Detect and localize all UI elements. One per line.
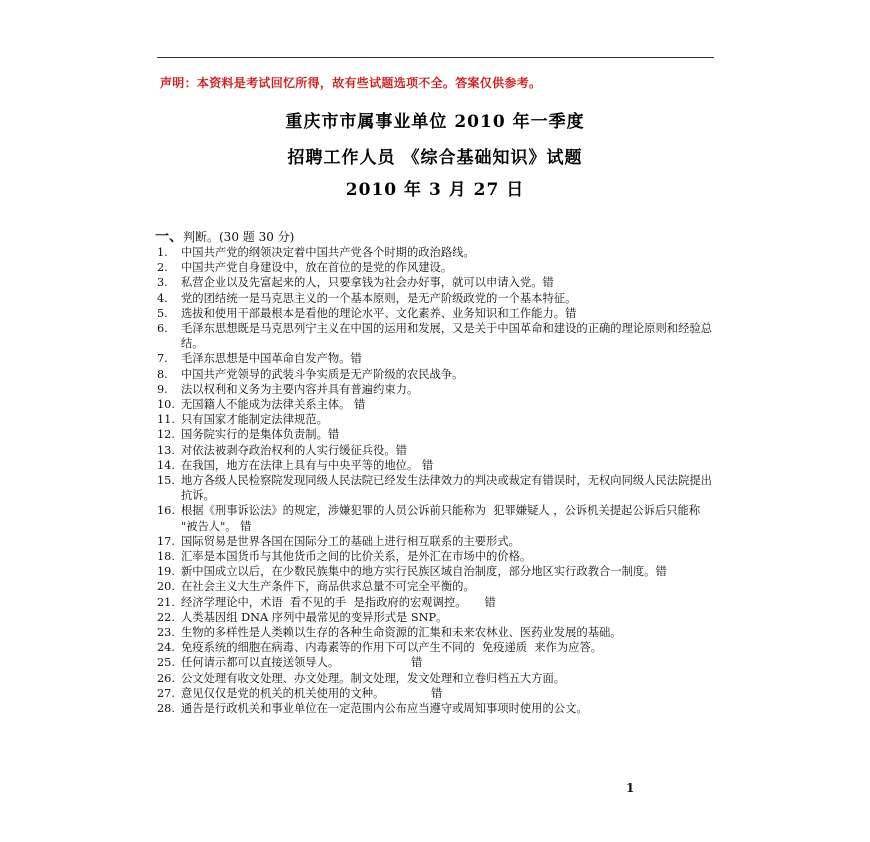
question-text: 免疫系统的细胞在病毒、内毒素等的作用下可以产生不同的 免疫递质 来作为应答。 — [181, 641, 603, 655]
question-text: 公文处理有收文处理、办文处理。制文处理，发文处理和立卷归档五大方面。 — [181, 671, 566, 685]
question-text: 地方各级人民检察院发现同级人民法院已经发生法律效力的判决或裁定有错误时，无权向同级人民法院提出抗诉。 — [181, 474, 712, 503]
question-number: 21. — [157, 595, 175, 609]
question-item — [157, 595, 717, 610]
question-number: 18. — [157, 550, 175, 564]
question-text: 毛泽东思想是中国革命自发产物。错 — [181, 352, 362, 366]
question-item — [157, 473, 717, 503]
question-text: 意见仅仅是党的机关的机关使用的文种。 错 — [181, 686, 443, 700]
question-item — [157, 640, 717, 655]
question-number: 24. — [157, 641, 175, 655]
question-item — [157, 564, 717, 579]
question-number: 5. — [157, 306, 168, 320]
question-text: 在我国，地方在法律上具有与中央平等的地位。 错 — [181, 458, 434, 472]
section-number: 一、 — [155, 229, 183, 245]
question-number: 16. — [157, 504, 175, 518]
question-item — [157, 534, 717, 549]
question-text: 在社会主义大生产条件下，商品供求总量不可完全平衡的。 — [181, 580, 475, 594]
question-text: 经济学理论中，术语 看不见的手 是指政府的宏观调控。 错 — [181, 595, 496, 609]
question-item — [157, 610, 717, 625]
disclaimer: 声明：本资料是考试回忆所得，故有些试题选项不全。答案仅供参考。 — [160, 76, 542, 90]
question-text: 任何请示都可以直接送领导人。 错 — [181, 656, 423, 670]
question-item — [157, 245, 717, 260]
question-number: 13. — [157, 443, 175, 457]
page-number: 1 — [626, 781, 635, 795]
section-heading — [155, 226, 294, 246]
question-number: 1. — [157, 246, 168, 259]
question-number: 12. — [157, 428, 175, 442]
question-text: 只有国家才能制定法律规范。 — [181, 413, 328, 427]
question-text: 生物的多样性是人类赖以生存的各种生命资源的汇集和未来农林业、医药业发展的基础。 — [181, 626, 622, 640]
question-number: 3. — [157, 276, 168, 290]
question-text: 对依法被剥夺政治权利的人实行缓征兵役。错 — [181, 443, 407, 457]
question-item — [157, 686, 717, 701]
question-text: 新中国成立以后，在少数民族集中的地方实行民族区域自治制度，部分地区实行政教合一制度。错 — [181, 565, 667, 579]
section-title: 判断。(30 题 30 分) — [183, 230, 295, 244]
question-item — [157, 458, 717, 473]
question-number: 10. — [157, 398, 175, 412]
question-number: 19. — [157, 565, 175, 579]
question-item — [157, 351, 717, 366]
question-item — [157, 412, 717, 427]
question-number: 20. — [157, 580, 175, 594]
question-number: 28. — [157, 702, 175, 716]
question-number: 7. — [157, 352, 168, 366]
question-number: 6. — [157, 322, 168, 336]
question-item — [157, 367, 717, 382]
question-text: 中国共产党领导的武装斗争实质是无产阶级的农民战争。 — [181, 367, 464, 381]
question-item — [157, 397, 717, 412]
question-text: 中国共产党自身建设中，放在首位的是党的作风建设。 — [181, 261, 453, 275]
question-item — [157, 655, 717, 670]
question-number: 27. — [157, 686, 175, 700]
title-line-1: 重庆市市属事业单位 2010 年一季度 — [285, 112, 585, 132]
question-text: 根据《刑事诉讼法》的规定，涉嫌犯罪的人员公诉前只能称为 犯罪嫌疑人 ，公诉机关提起公诉后只能称 "被告人"。 错 — [181, 504, 704, 533]
question-text: 私营企业以及先富起来的人，只要拿钱为社会办好事，就可以申请入党。错 — [181, 276, 554, 290]
title-line-2: 招聘工作人员 《综合基础知识》试题 — [287, 148, 583, 168]
question-item — [157, 503, 717, 533]
question-text: 通告是行政机关和事业单位在一定范围内公布应当遵守或周知事项时使用的公文。 — [181, 702, 588, 716]
question-text: 毛泽东思想既是马克思列宁主义在中国的运用和发展，又是关于中国革命和建设的正确的理论原则和经验总结。 — [181, 322, 712, 351]
question-item — [157, 443, 717, 458]
question-text: 党的团结统一是马克思主义的一个基本原则，是无产阶级政党的一个基本特征。 — [181, 291, 577, 305]
question-item — [157, 260, 717, 275]
question-text: 国际贸易是世界各国在国际分工的基础上进行相互联系的主要形式。 — [181, 534, 520, 548]
question-item — [157, 625, 717, 640]
question-number: 2. — [157, 261, 168, 275]
question-number: 4. — [157, 291, 168, 305]
question-number: 8. — [157, 367, 168, 381]
title-date: 2010 年 3 月 27 日 — [345, 180, 525, 200]
question-item — [157, 549, 717, 564]
question-number: 23. — [157, 626, 175, 640]
question-number: 15. — [157, 474, 175, 488]
question-item — [157, 291, 717, 306]
question-text: 国务院实行的是集体负责制。错 — [181, 428, 340, 442]
question-text: 中国共产党的纲领决定着中国共产党各个时期的政治路线。 — [181, 246, 475, 259]
question-number: 25. — [157, 656, 175, 670]
question-text: 选拔和使用干部最根本是看他的理论水平、文化素养、业务知识和工作能力。错 — [181, 306, 577, 320]
question-item — [157, 671, 717, 686]
question-number: 17. — [157, 534, 175, 548]
question-text: 人类基因组 DNA 序列中最常见的变异形式是 SNP。 — [181, 610, 448, 624]
question-number: 9. — [157, 382, 168, 396]
question-item — [157, 579, 717, 594]
question-list — [157, 245, 717, 716]
question-text: 汇率是本国货币与其他货币之间的比价关系，是外汇在市场中的价格。 — [181, 550, 532, 564]
question-item — [157, 275, 717, 290]
question-item — [157, 427, 717, 442]
question-number: 26. — [157, 671, 175, 685]
question-item — [157, 382, 717, 397]
question-item — [157, 306, 717, 321]
question-number: 22. — [157, 610, 175, 624]
header-rule — [157, 57, 714, 58]
question-number: 11. — [157, 413, 175, 427]
question-number: 14. — [157, 458, 175, 472]
question-item — [157, 701, 717, 716]
question-text: 无国籍人不能成为法律关系主体。 错 — [181, 398, 366, 412]
question-text: 法以权利和义务为主要内容并具有普遍约束力。 — [181, 382, 419, 396]
question-item — [157, 321, 717, 351]
